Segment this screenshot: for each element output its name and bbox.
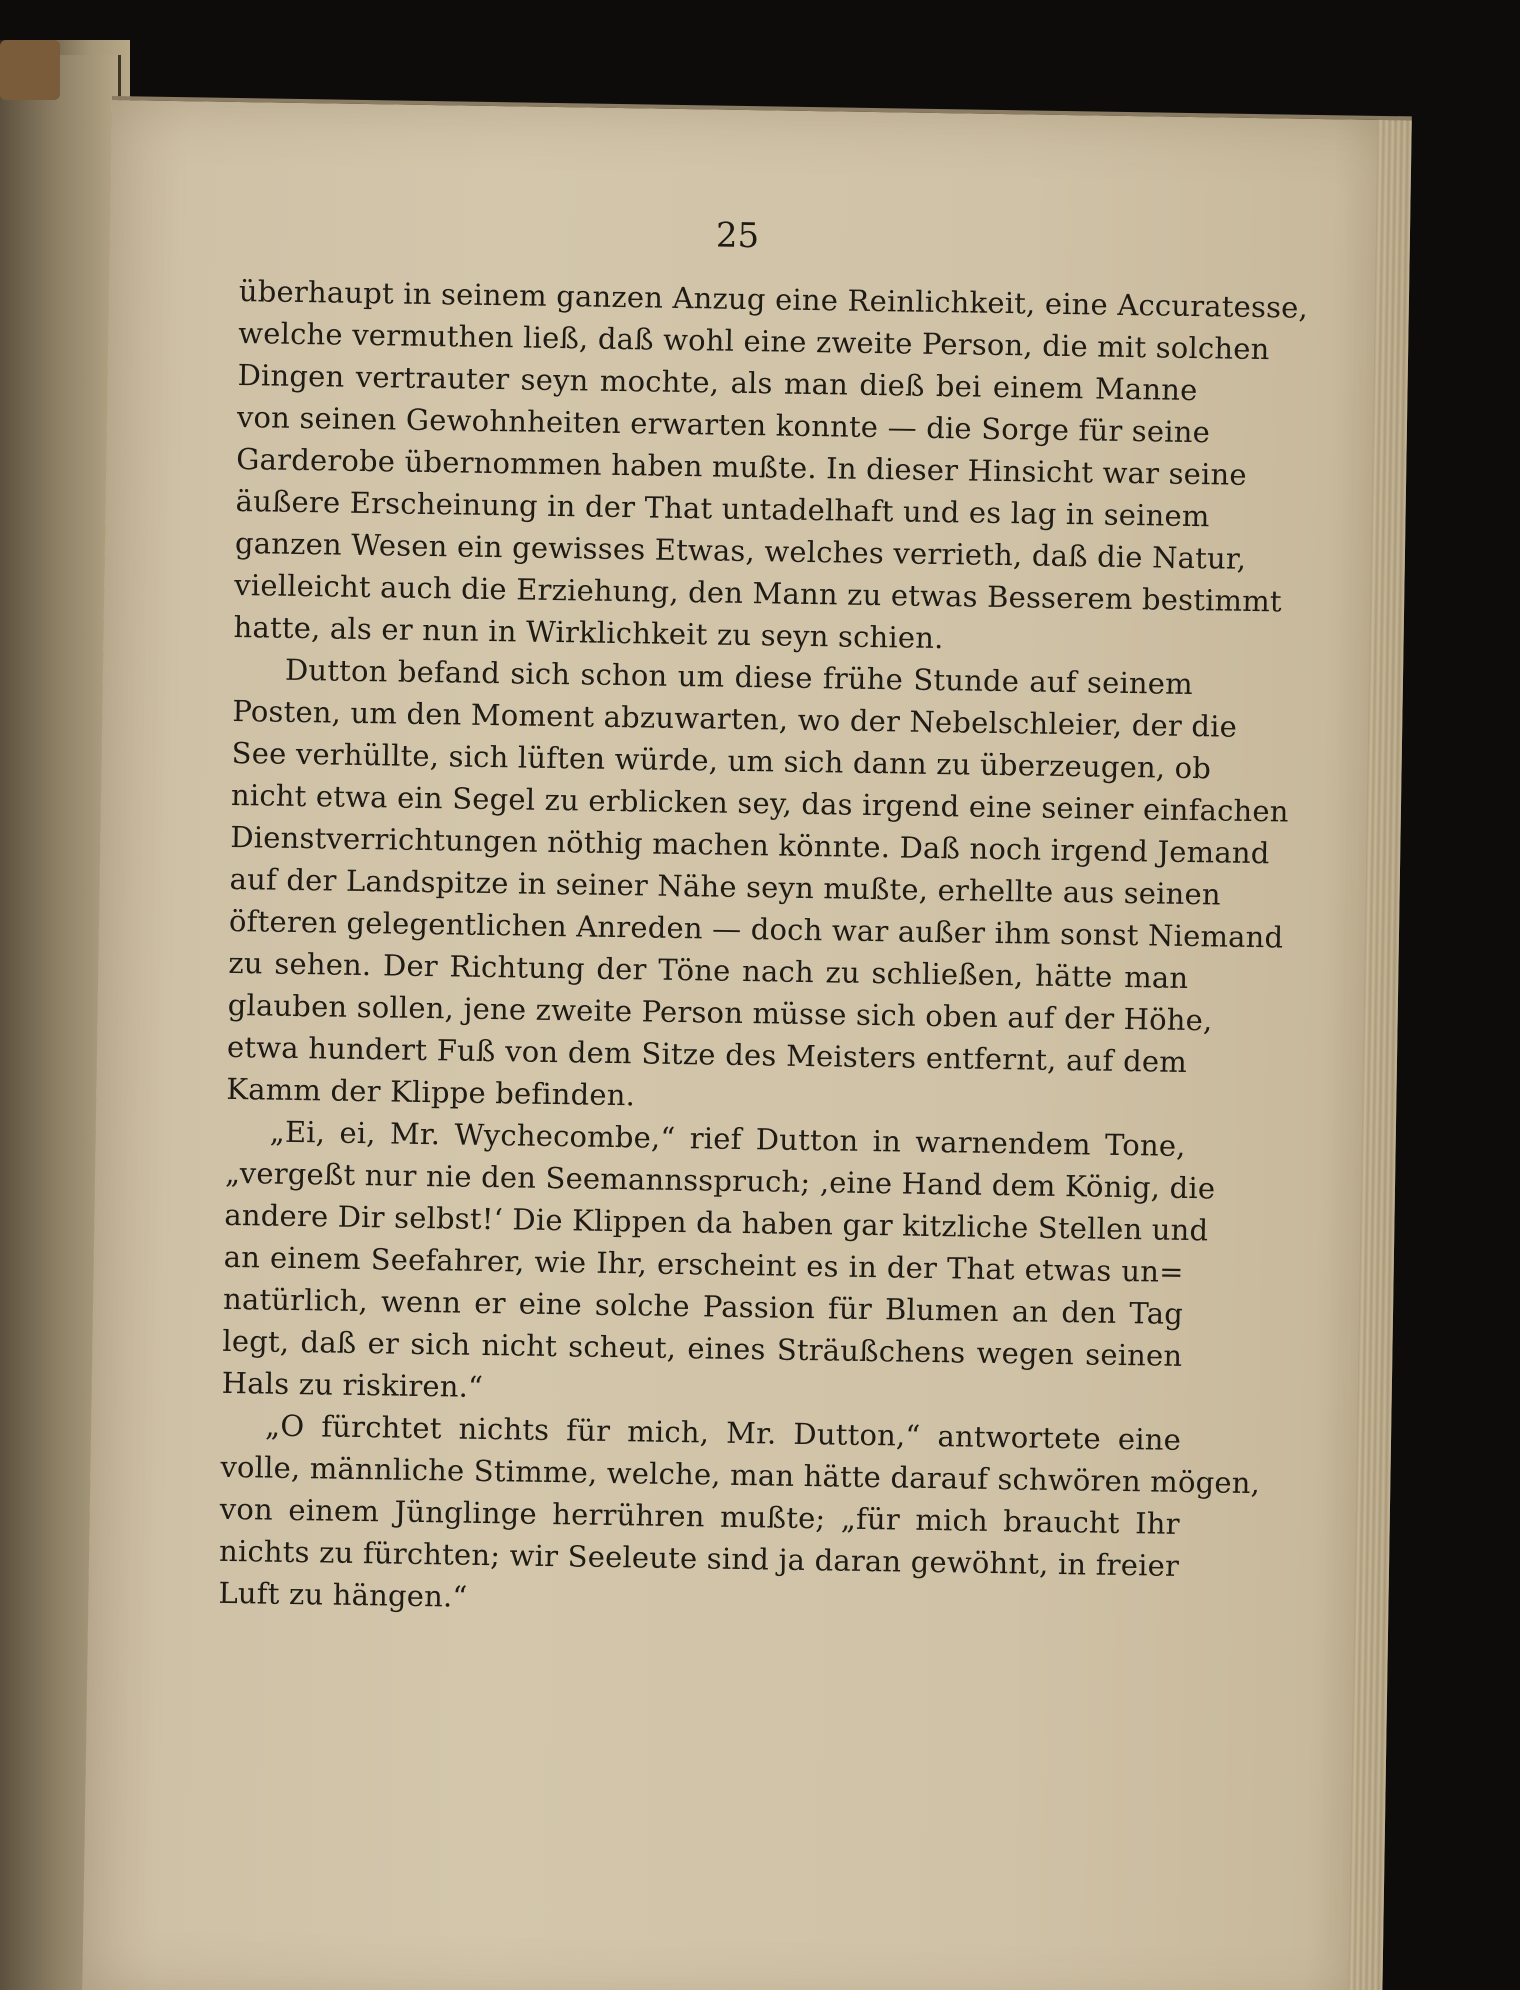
text-line: nichts zu fürchten; wir Seeleute sind ja daran gewöhnt, in freier xyxy=(218,1533,1180,1583)
text-line: hatte, als er nun in Wirklichkeit zu seyn schien. xyxy=(233,609,944,656)
text-line: an einem Seefahrer, wie Ihr, erscheint es in der That etwas un= xyxy=(223,1239,1184,1289)
text-line: äußere Erscheinung in der That untadelhaft und es lag in seinem xyxy=(235,483,1210,534)
text-line: ganzen Wesen ein gewisses Etwas, welches verrieth, daß die Natur, xyxy=(234,525,1247,576)
text-line: vielleicht auch die Erziehung, den Mann zu etwas Besserem bestimmt xyxy=(234,567,1283,619)
text-line: überhaupt in seinem ganzen Anzug eine Reinlichkeit, eine Accuratesse, xyxy=(238,274,1309,325)
text-line: auf der Landspitze in seiner Nähe seyn mußte, erhellte aus seinen xyxy=(229,861,1222,912)
text-line: „vergeßt nur nie den Seemannsspruch; ‚eine Hand dem König, die xyxy=(224,1155,1216,1206)
text-line: volle, männliche Stimme, welche, man hätte darauf schwören mögen, xyxy=(220,1449,1261,1501)
text-line: Garderobe übernommen haben mußte. In dieser Hinsicht war seine xyxy=(236,441,1248,492)
text-line: von einem Jünglinge herrühren mußte; „für mich braucht Ihr xyxy=(219,1491,1180,1541)
text-line: Dingen vertrauter seyn mochte, als man dieß bei einem Manne xyxy=(237,358,1198,408)
text-line: Dutton befand sich schon um diese frühe Stunde auf seinem xyxy=(284,652,1194,702)
book-cover-corner xyxy=(0,40,60,100)
text-line: Kamm der Klippe befinden. xyxy=(226,1071,636,1113)
text-line: „O fürchtet nichts für mich, Mr. Dutton,“ antwortete eine xyxy=(264,1408,1182,1457)
text-line: glauben sollen, jene zweite Person müsse sich oben auf der Höhe, xyxy=(227,987,1213,1038)
paragraph xyxy=(233,270,1309,663)
text-line: öfteren gelegentlichen Anreden — doch war außer ihm sonst Niemand xyxy=(228,903,1284,955)
paragraph xyxy=(226,648,1289,1125)
text-line: Dienstverrichtungen nöthig machen könnte. Daß noch irgend Jemand xyxy=(230,819,1270,871)
text-line: See verhüllte, sich lüften würde, um sich dann zu überzeugen, ob xyxy=(231,735,1212,786)
text-line: „Ei, ei, Mr. Wychecombe,“ rief Dutton in warnendem Tone, xyxy=(269,1114,1186,1163)
book-page xyxy=(82,96,1412,1990)
text-line: welche vermuthen ließ, daß wohl eine zweite Person, die mit solchen xyxy=(238,316,1270,367)
page-body-text xyxy=(218,270,1309,1629)
text-line: andere Dir selbst!‘ Die Klippen da haben gar kitzliche Stellen und xyxy=(224,1197,1209,1248)
page-number: 25 xyxy=(715,215,760,257)
text-line: zu sehen. Der Richtung der Töne nach zu schließen, hätte man xyxy=(228,945,1189,996)
text-line: Posten, um den Moment abzuwarten, wo der Nebelschleier, der die xyxy=(232,693,1238,744)
text-line: Luft zu hängen.“ xyxy=(218,1575,468,1614)
text-line: Hals zu riskiren.“ xyxy=(221,1365,484,1404)
text-line: natürlich, wenn er eine solche Passion für Blumen an den Tag xyxy=(222,1281,1184,1331)
text-line: nicht etwa ein Segel zu erblicken sey, das irgend eine seiner einfachen xyxy=(230,777,1289,829)
paragraph xyxy=(221,1110,1216,1419)
page-edge-stack xyxy=(1348,120,1412,1990)
text-line: von seinen Gewohnheiten erwarten konnte — die Sorge für seine xyxy=(236,400,1211,450)
text-line: legt, daß er sich nicht scheut, eines Sträußchens wegen seinen xyxy=(222,1323,1183,1373)
paragraph xyxy=(218,1404,1261,1629)
text-line: etwa hundert Fuß von dem Sitze des Meisters entfernt, auf dem xyxy=(226,1029,1188,1080)
